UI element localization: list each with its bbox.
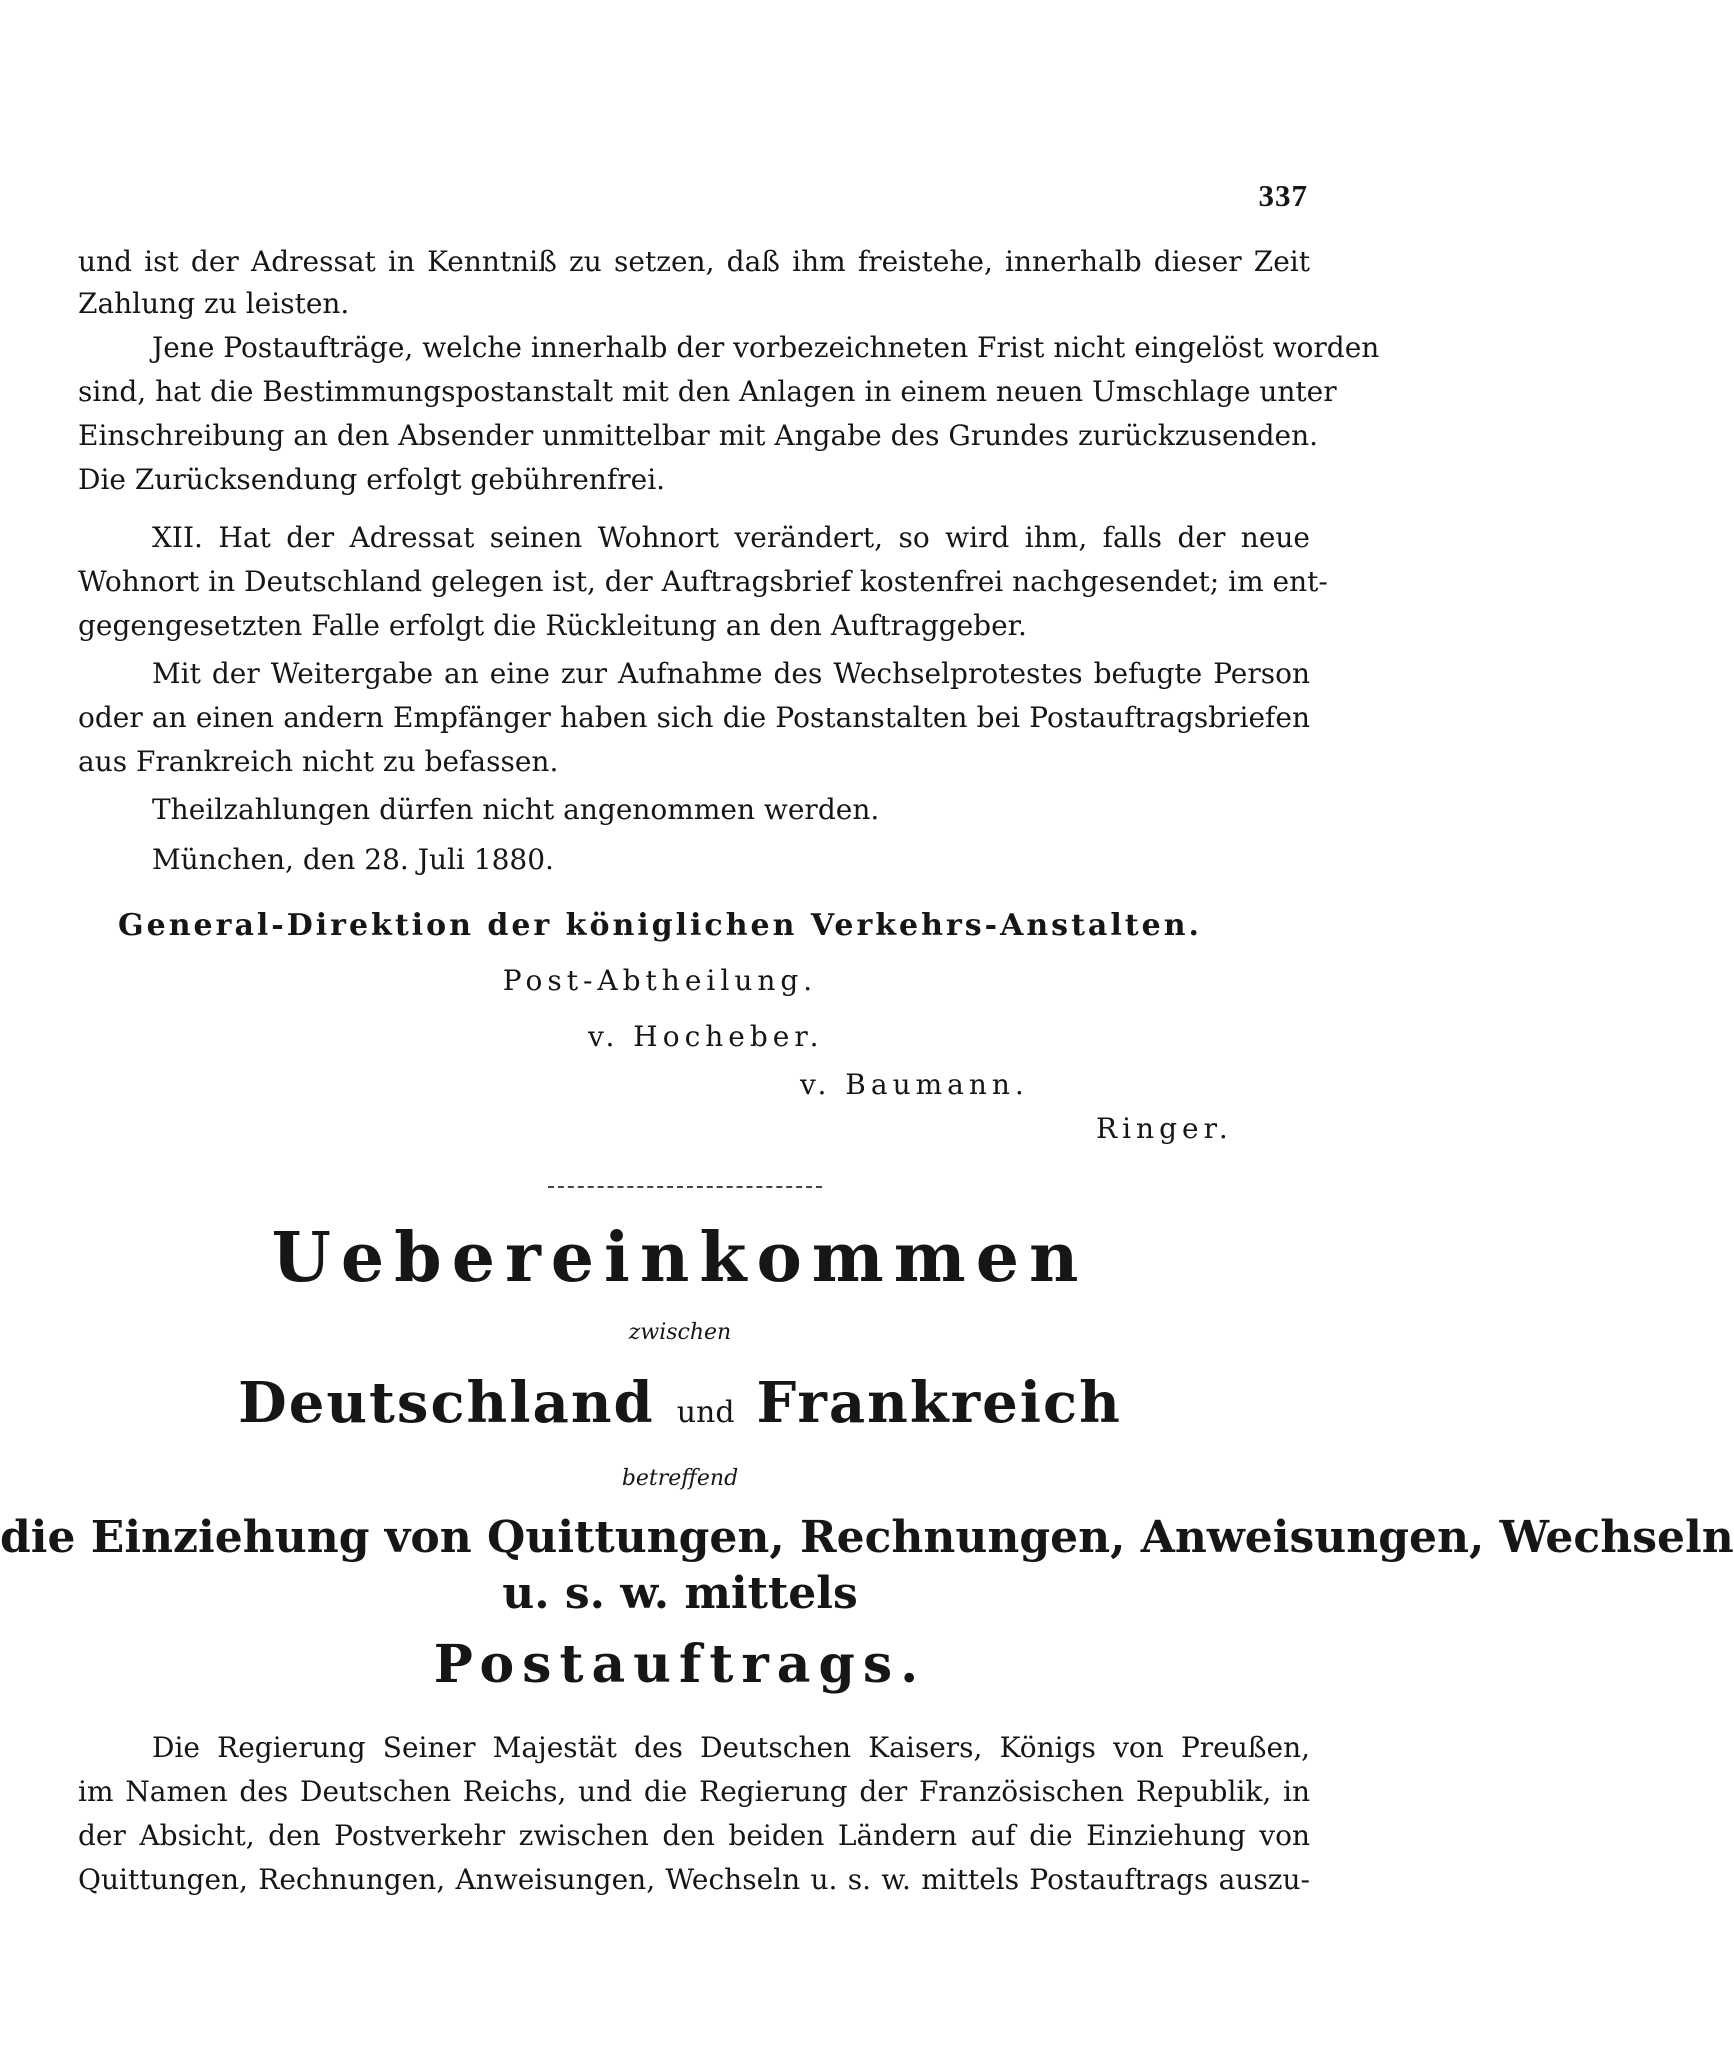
party-germany: Deutschland xyxy=(238,1370,655,1436)
date-line: München, den 28. Juli 1880. xyxy=(152,843,554,876)
and-word: und xyxy=(676,1395,735,1430)
authority-heading: General-Direktion der königlichen Verkehrs-Anstalten. xyxy=(118,908,1202,943)
paragraph-line: im Namen des Deutschen Reichs, und die Regierung der Französischen Republik, in xyxy=(78,1775,1310,1808)
separator-rule xyxy=(548,1186,822,1188)
paragraph-line: Einschreibung an den Absender unmittelbar mit Angabe des Grundes zurückzusenden. xyxy=(78,419,1318,452)
agreement-title: Uebereinkommen xyxy=(271,1218,1089,1298)
signature: Ringer. xyxy=(1096,1112,1233,1145)
paragraph-line: Die Zurücksendung erfolgt gebührenfrei. xyxy=(78,463,666,496)
subject-line: die Einziehung von Quittungen, Rechnungen, Anweisungen, Wechseln xyxy=(0,1512,1734,1563)
paragraph-line: aus Frankreich nicht zu befassen. xyxy=(78,745,559,778)
paragraph-line: Die Regierung Seiner Majestät des Deutschen Kaisers, Königs von Preußen, xyxy=(152,1731,1310,1764)
paragraph-line: sind, hat die Bestimmungspostanstalt mit den Anlagen in einem neuen Umschlage unter xyxy=(78,375,1337,408)
paragraph-line: Zahlung zu leisten. xyxy=(78,287,350,320)
concerning-word: betreffend xyxy=(621,1466,739,1491)
paragraph-line: Theilzahlungen dürfen nicht angenommen werden. xyxy=(152,793,880,826)
paragraph-line: Quittungen, Rechnungen, Anweisungen, Wechseln u. s. w. mittels Postauftrags auszu- xyxy=(78,1863,1310,1896)
subject-line: u. s. w. mittels xyxy=(502,1568,858,1619)
paragraph-line: XII. Hat der Adressat seinen Wohnort verändert, so wird ihm, falls der neue xyxy=(152,521,1310,554)
page-number: 337 xyxy=(1258,178,1308,213)
paragraph-line: der Absicht, den Postverkehr zwischen den beiden Ländern auf die Einziehung von xyxy=(78,1819,1310,1852)
paragraph-line: Jene Postaufträge, welche innerhalb der vorbezeichneten Frist nicht eingelöst worden xyxy=(152,331,1380,364)
paragraph-line: Wohnort in Deutschland gelegen ist, der Auftragsbrief kostenfrei nachgesendet; im ent- xyxy=(78,565,1328,598)
signature: v. Baumann. xyxy=(800,1068,1029,1101)
party-france: Frankreich xyxy=(756,1370,1122,1436)
paragraph-line: Mit der Weitergabe an eine zur Aufnahme des Wechselprotestes befugte Person xyxy=(152,657,1310,690)
paragraph-line: gegengesetzten Falle erfolgt die Rückleitung an den Auftraggeber. xyxy=(78,609,1027,642)
signature: v. Hocheber. xyxy=(588,1020,824,1053)
paragraph-line: und ist der Adressat in Kenntniß zu setzen, daß ihm freistehe, innerhalb dieser Zeit xyxy=(78,245,1310,278)
department-name: Post-Abtheilung. xyxy=(502,964,818,997)
paragraph-line: oder an einen andern Empfänger haben sich die Postanstalten bei Postauftragsbriefen xyxy=(78,701,1310,734)
parties-line xyxy=(0,1370,1360,1436)
between-word: zwischen xyxy=(628,1320,732,1345)
subject-title: Postauftrags. xyxy=(433,1634,927,1695)
